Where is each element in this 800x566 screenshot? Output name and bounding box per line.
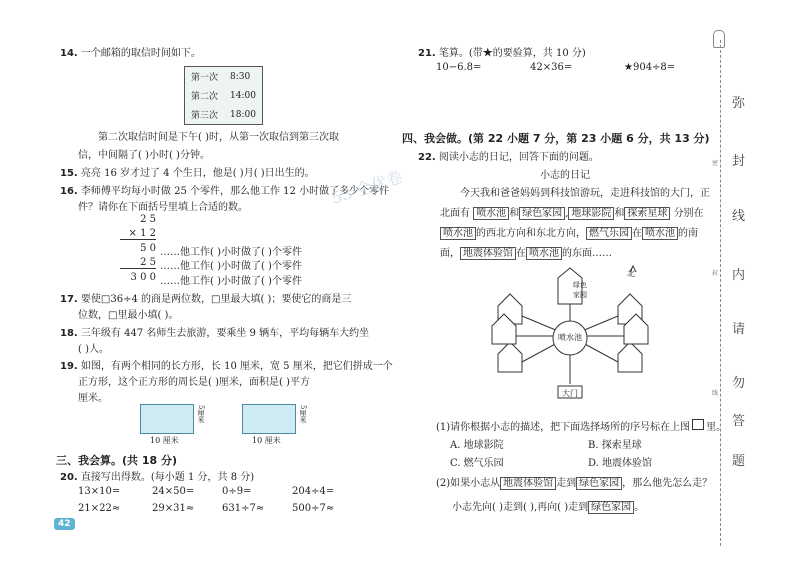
seal-char-8: 题 xyxy=(732,454,746,469)
seal-char-5: 请 xyxy=(732,322,746,337)
q20-r2c4: 500÷7≈ xyxy=(292,503,335,514)
q21: 21. 笔算。(带★的要验算，共 10 分) xyxy=(418,48,586,59)
seal-small-3: 线 xyxy=(712,390,719,397)
q18-line2: ( )人。 xyxy=(78,344,109,355)
section-3-heading: 三、我会算。(共 18 分) xyxy=(56,454,178,467)
q14-line2: 信，中间隔了( )小时( )分钟。 xyxy=(78,150,210,161)
q21-item1: 10−6.8= xyxy=(436,62,482,73)
q20-r2c3: 631÷7≈ xyxy=(222,503,265,514)
q20-r1c1: 13×10= xyxy=(78,486,121,497)
opt-a: A. 地球影院 xyxy=(450,440,504,451)
opt-b: B. 探索星球 xyxy=(588,440,642,451)
rectangle-1 xyxy=(140,404,194,434)
map-top-house-label: 绿色 家园 xyxy=(573,281,587,299)
q21-item2: 42×36= xyxy=(530,62,573,73)
map-north-label: 北 xyxy=(627,269,635,278)
mail-schedule-table: 第一次 8:30 第二次 14:00 第三次 18:00 xyxy=(184,66,263,125)
q15: 15. 亮亮 16 岁才过了 4 个生日，他是( )月( )日出生的。 xyxy=(60,168,315,179)
q22-answer-line: 小志先向( )走到( ),再向( )走到 绿色家园 。 xyxy=(452,502,645,513)
opt-c: C. 燃气乐园 xyxy=(450,458,504,469)
mult-line5: 3 0 0 xyxy=(130,272,156,283)
mult-line3: 5 0 xyxy=(140,243,156,254)
mult-line4: 2 5 xyxy=(120,257,156,269)
rect2-length: 10 厘米 xyxy=(252,436,281,445)
opt-d: D. 地震体验馆 xyxy=(588,458,653,469)
rect1-length: 10 厘米 xyxy=(150,436,179,445)
section-4-heading: 四、我会做。(第 22 小题 7 分，第 23 小题 6 分，共 13 分) xyxy=(402,132,710,145)
seal-char-6: 勿 xyxy=(732,376,746,391)
q17-line2: 位数，□里最小填( )。 xyxy=(78,310,179,321)
diary-line4: 面， 地震体验馆 在 喷水池 的东面…… xyxy=(440,248,612,259)
seal-char-7: 答 xyxy=(732,414,746,429)
seal-char-2: 封 xyxy=(732,154,746,169)
rect1-width: 5厘米 xyxy=(197,405,205,424)
q22-sub2: (2)如果小志从 地震体验馆 走到 绿色家园 ，那么他先怎么走？ xyxy=(436,478,713,489)
seal-small-2: 封 xyxy=(712,270,719,277)
watermark: 53 全优卷 xyxy=(329,167,405,208)
diary-p1: 今天我和爸爸妈妈到科技馆游玩，走进科技馆的大门，正 xyxy=(460,188,710,199)
q19: 19. 如图，有两个相同的长方形，长 10 厘米，宽 5 厘米，把它们拼成一个 xyxy=(60,361,393,372)
q14-line1: 第二次取信时间是下午( )时，从第一次取信到第三次取 xyxy=(98,132,339,143)
q19-line3: 厘米。 xyxy=(78,393,108,404)
q16-reason1: ……他工作( )小时做了( )个零件 xyxy=(160,247,302,258)
q18: 18. 三年级有 447 名师生去旅游，要乘坐 9 辆车，平均每辆车大约坐 xyxy=(60,328,370,339)
q16-reason2: ……他工作( )小时做了( )个零件 xyxy=(160,261,302,272)
page-number: 42 xyxy=(54,518,75,530)
q20-r2c1: 21×22≈ xyxy=(78,503,121,514)
diary-title: 小志的日记 xyxy=(540,170,590,181)
q20-r2c2: 29×31≈ xyxy=(152,503,195,514)
q16-line2: 件？请你在下面括号里填上合适的数。 xyxy=(78,202,248,213)
q20-r1c4: 204÷4= xyxy=(292,486,335,497)
q22-sub1: (1)请你根据小志的描述，把下面选择场所的序号标在上图 里。 xyxy=(436,418,726,433)
q20-r1c3: 0÷9= xyxy=(222,486,252,497)
q17: 17. 要使□36÷4 的商是两位数，□里最大填( )；要使它的商是三 xyxy=(60,294,352,305)
rocket-icon xyxy=(713,30,725,48)
q16-stem: 16. 李师傅平均每小时做 25 个零件，那么他工作 12 小时做了多少个零件 xyxy=(60,186,390,197)
seal-small-1: 密 xyxy=(712,160,719,167)
q16-reason3: ……他工作( )小时做了( )个零件 xyxy=(160,276,302,287)
rect2-width: 5厘米 xyxy=(299,405,307,424)
mult-line2: × 1 2 xyxy=(120,228,156,240)
rectangle-2 xyxy=(242,404,296,434)
map-center-label: 喷水池 xyxy=(558,333,582,342)
seal-line xyxy=(720,40,721,546)
q22: 22. 阅读小志的日记，回答下面的问题。 xyxy=(418,152,599,163)
seal-char-3: 线 xyxy=(732,209,746,224)
seal-char-4: 内 xyxy=(732,268,746,283)
q14-stem: 14. 一个邮箱的取信时间如下。 xyxy=(60,48,201,59)
diary-line2: 北面有 喷水池 和 绿色家园 , 地球影院 和 探索星球 分别在 xyxy=(440,208,704,219)
q20: 20. 直接写出得数。(每小题 1 分，共 8 分) xyxy=(60,472,255,483)
seal-char-1: 弥 xyxy=(732,96,746,111)
q21-item3: ★904÷8= xyxy=(624,62,676,73)
q19-line2: 正方形，这个正方形的周长是( )厘米，面积是( )平方 xyxy=(78,377,310,388)
mult-line1: 2 5 xyxy=(140,214,156,225)
map-gate-label: 大门 xyxy=(562,389,578,398)
q20-r1c2: 24×50= xyxy=(152,486,195,497)
diary-line3: 喷水池 的西北方向和东北方向， 燃气乐园 在 喷水池 的南 xyxy=(440,224,698,239)
